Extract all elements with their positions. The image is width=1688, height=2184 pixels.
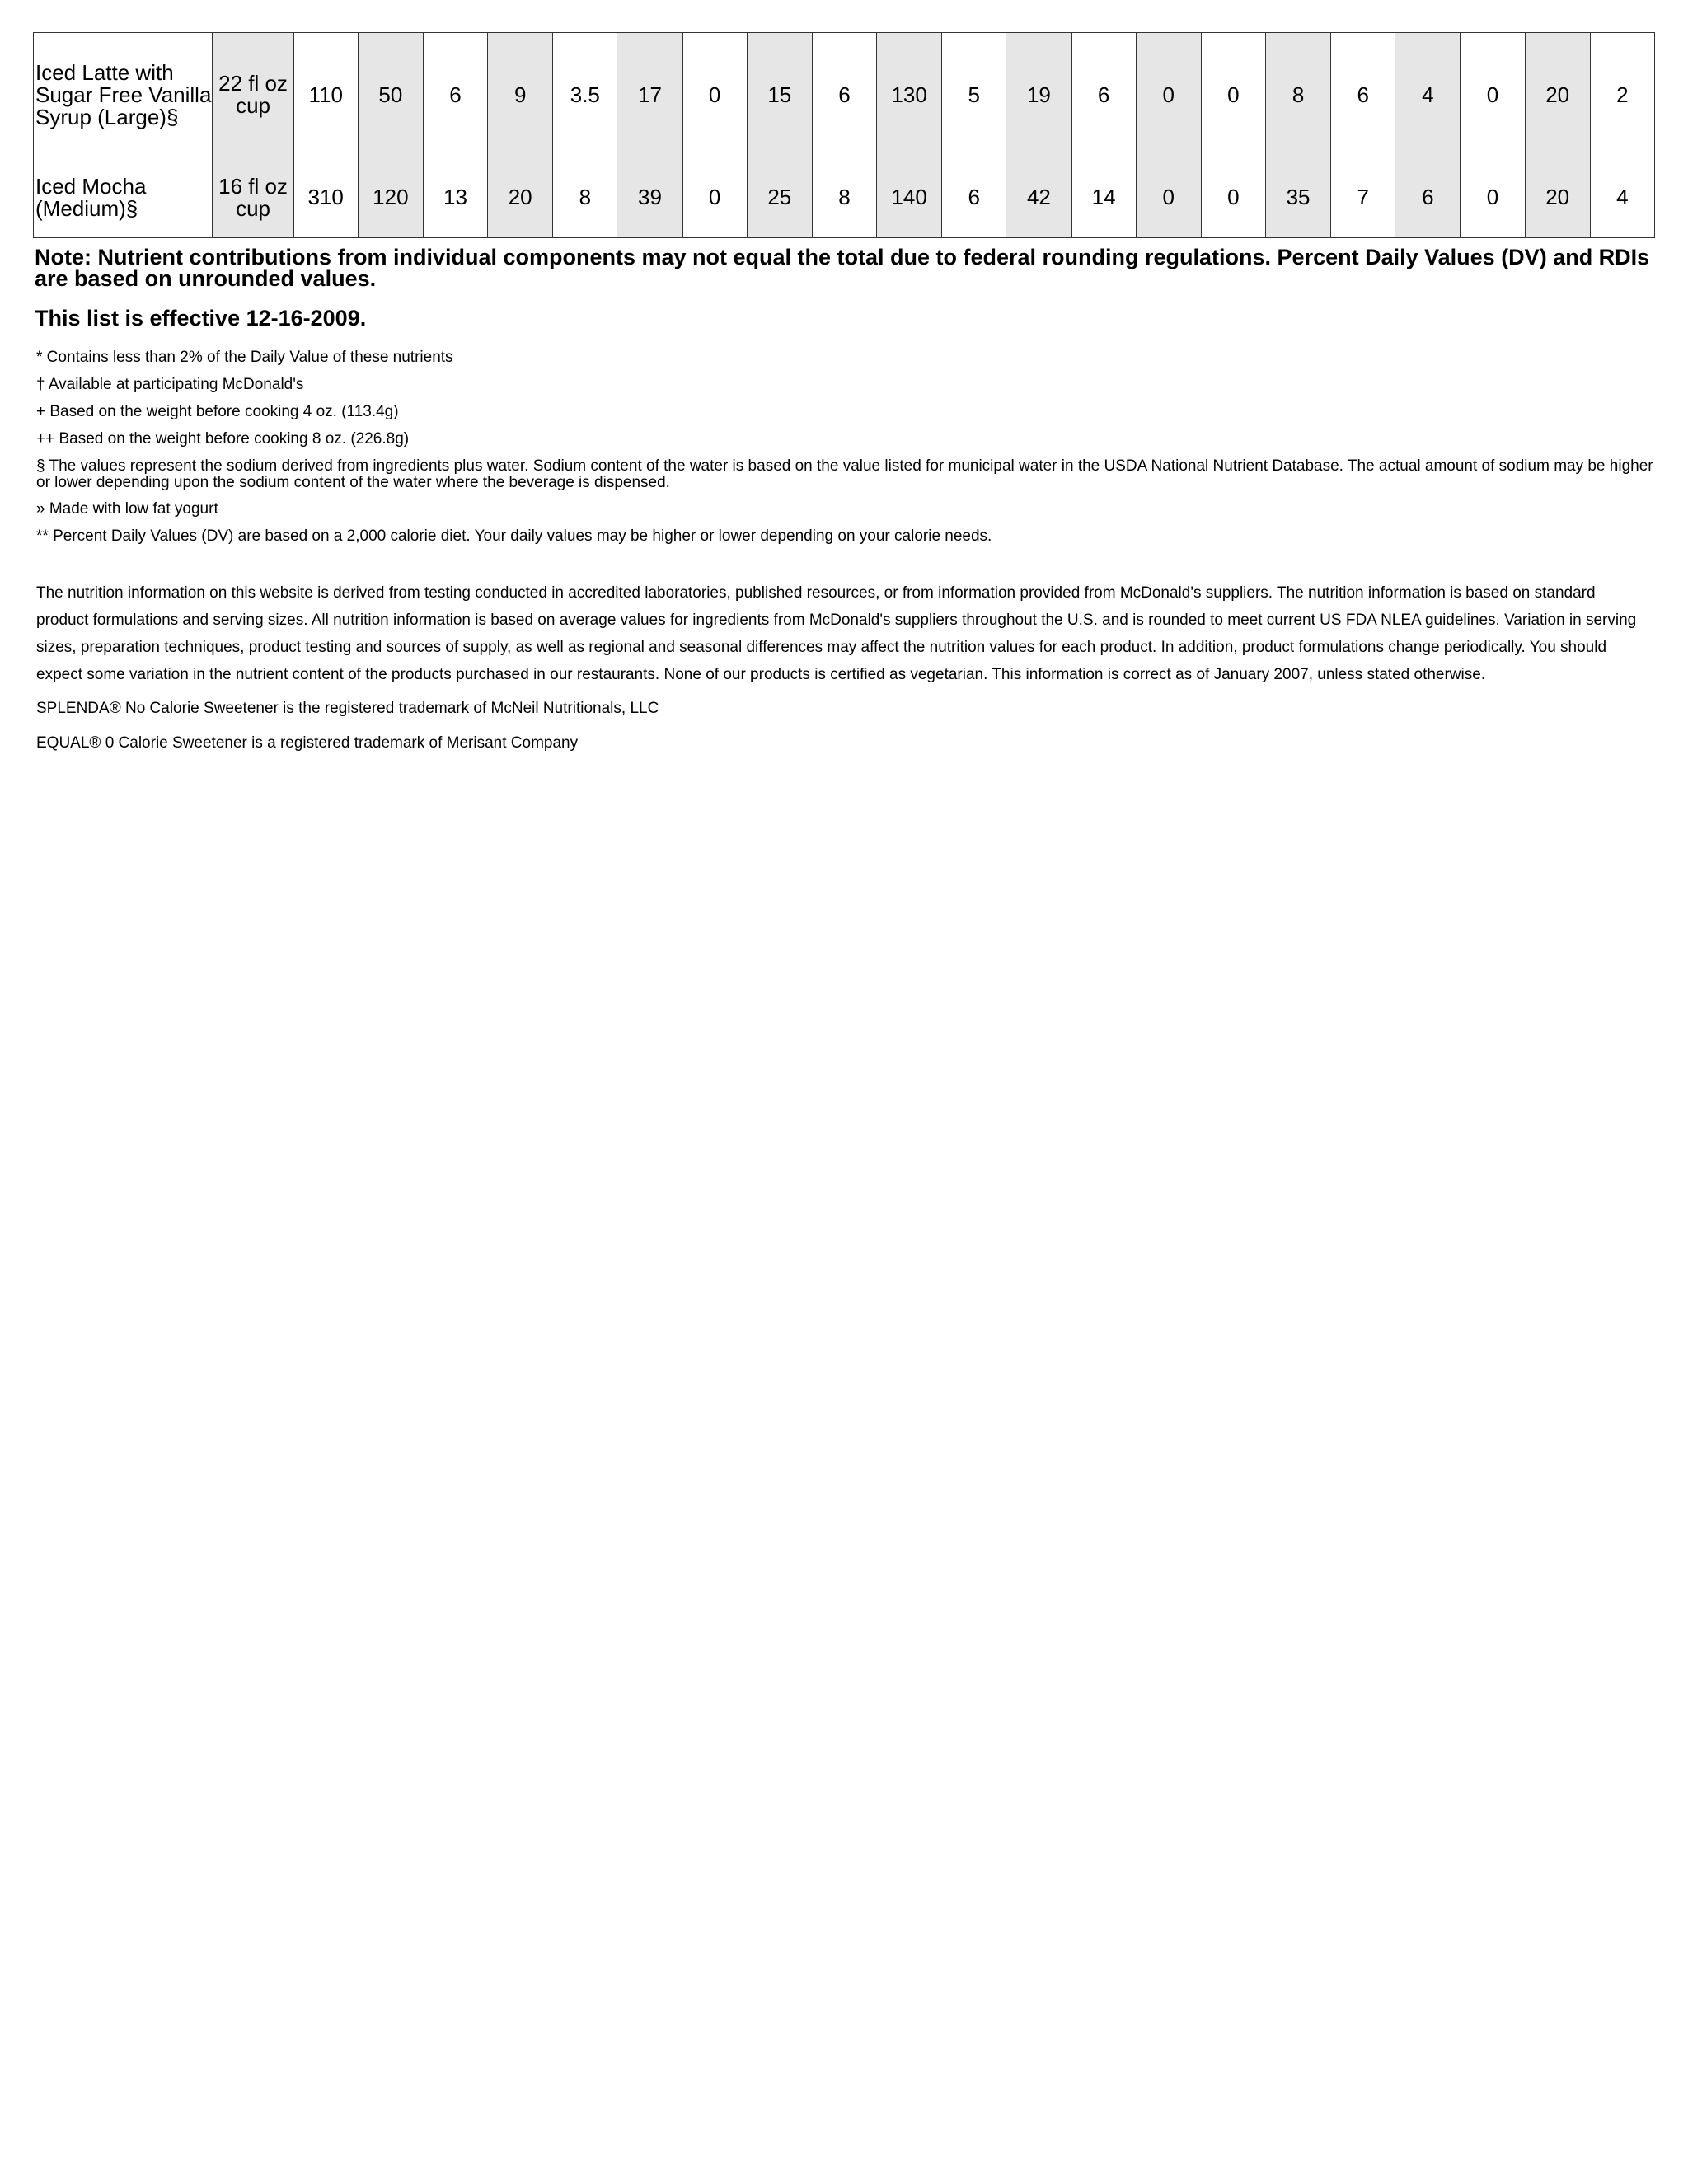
nutrient-value-cell: 0 xyxy=(1136,157,1201,238)
nutrient-value-cell: 8 xyxy=(812,157,876,238)
nutrient-value-cell: 17 xyxy=(617,33,682,157)
trademark-equal: EQUAL® 0 Calorie Sweetener is a registered trademark of Merisant Company xyxy=(36,734,579,752)
nutrient-value-cell: 6 xyxy=(1331,33,1395,157)
nutrient-value-cell: 6 xyxy=(1071,33,1136,157)
nutrient-value-cell: 20 xyxy=(1525,157,1590,238)
footnote-sodium: § The values represent the sodium derived from ingredients plus water. Sodium content of the water is based on the value listed for municipal water in the USDA National Nutrient Database. The actual amount of sodium may be higher or lower depending upon the sodium content of the water where the beverage is dispensed. xyxy=(36,457,1653,491)
item-name-cell: Iced Latte with Sugar Free Vanilla Syrup (Large)§ xyxy=(34,33,213,157)
item-name-cell: Iced Mocha (Medium)§ xyxy=(34,157,213,238)
nutrient-value-cell: 4 xyxy=(1395,33,1461,157)
nutrient-value-cell: 6 xyxy=(1395,157,1461,238)
nutrient-value-cell: 8 xyxy=(553,157,617,238)
nutrient-value-cell: 9 xyxy=(488,33,553,157)
footnotes xyxy=(36,349,1655,545)
footnote-calorie-diet: ** Percent Daily Values (DV) are based on a 2,000 calorie diet. Your daily values may be higher or lower depending on your calorie needs. xyxy=(36,527,992,545)
serving-size-cell: 16 fl oz cup xyxy=(213,157,293,238)
nutrient-value-cell: 13 xyxy=(423,157,487,238)
nutrient-value-cell: 0 xyxy=(1461,157,1525,238)
nutrient-value-cell: 35 xyxy=(1265,157,1330,238)
nutrient-value-cell: 6 xyxy=(812,33,876,157)
nutrient-value-cell: 140 xyxy=(877,157,942,238)
nutrient-value-cell: 2 xyxy=(1590,33,1654,157)
nutrient-value-cell: 14 xyxy=(1071,157,1136,238)
nutrient-value-cell: 0 xyxy=(1461,33,1525,157)
nutrient-value-cell: 110 xyxy=(293,33,358,157)
nutrient-value-cell: 5 xyxy=(942,33,1006,157)
effective-date: This list is effective 12-16-2009. xyxy=(35,306,367,330)
table-row xyxy=(34,33,1655,157)
nutrient-value-cell: 20 xyxy=(1525,33,1590,157)
trademark-splenda: SPLENDA® No Calorie Sweetener is the registered trademark of McNeil Nutritionals, LLC xyxy=(36,700,659,717)
nutrient-value-cell: 130 xyxy=(877,33,942,157)
page xyxy=(33,32,1655,752)
serving-size-cell: 22 fl oz cup xyxy=(213,33,293,157)
nutrient-value-cell: 25 xyxy=(747,157,812,238)
nutrient-value-cell: 15 xyxy=(747,33,812,157)
footnote-daily-value: * Contains less than 2% of the Daily Value of these nutrients xyxy=(36,349,453,366)
nutrient-value-cell: 42 xyxy=(1006,157,1071,238)
nutrient-value-cell: 0 xyxy=(1201,157,1265,238)
table-row xyxy=(34,157,1655,238)
footnote-participating: † Available at participating McDonald's xyxy=(36,376,304,393)
rounding-note: Note: Nutrient contributions from individual components may not equal the total due to federal rounding regulations. Percent Daily Values (DV) and RDIs are based on unrounded values. xyxy=(35,245,1650,291)
nutrient-value-cell: 39 xyxy=(617,157,682,238)
footnote-weight-8oz: ++ Based on the weight before cooking 8 oz. (226.8g) xyxy=(36,430,410,448)
nutrition-table xyxy=(33,32,1655,238)
nutrient-value-cell: 20 xyxy=(488,157,553,238)
nutrient-value-cell: 120 xyxy=(358,157,423,238)
nutrient-value-cell: 6 xyxy=(942,157,1006,238)
nutrient-value-cell: 0 xyxy=(682,157,747,238)
nutrient-value-cell: 310 xyxy=(293,157,358,238)
table-body xyxy=(34,33,1655,238)
nutrient-value-cell: 0 xyxy=(1201,33,1265,157)
footnote-weight-4oz: + Based on the weight before cooking 4 oz. (113.4g) xyxy=(36,403,399,420)
nutrition-disclaimer: The nutrition information on this website is derived from testing conducted in accredited laboratories, published resources, or from information provided from McDonald's suppliers. The nutrition information is based on standard product formulations and serving sizes. All nutrition information is based on average values for ingredients from McDonald's suppliers throughout the U.S. and is rounded to meet current US FDA NLEA guidelines. Variation in serving sizes, preparation techniques, product testing and sources of supply, as well as regional and seasonal differences may affect the nutrition values for each product. In addition, product formulations change periodically. You should expect some variation in the nutrient content of the products purchased in our restaurants. None of our products is certified as vegetarian. This information is correct as of January 2007, unless stated otherwise. xyxy=(36,584,1637,683)
nutrient-value-cell: 6 xyxy=(423,33,487,157)
nutrient-value-cell: 7 xyxy=(1331,157,1395,238)
nutrient-value-cell: 19 xyxy=(1006,33,1071,157)
nutrient-value-cell: 3.5 xyxy=(553,33,617,157)
nutrient-value-cell: 50 xyxy=(358,33,423,157)
nutrient-value-cell: 8 xyxy=(1265,33,1330,157)
nutrient-value-cell: 0 xyxy=(682,33,747,157)
nutrient-value-cell: 4 xyxy=(1590,157,1654,238)
footnote-yogurt: » Made with low fat yogurt xyxy=(36,500,218,518)
nutrient-value-cell: 0 xyxy=(1136,33,1201,157)
